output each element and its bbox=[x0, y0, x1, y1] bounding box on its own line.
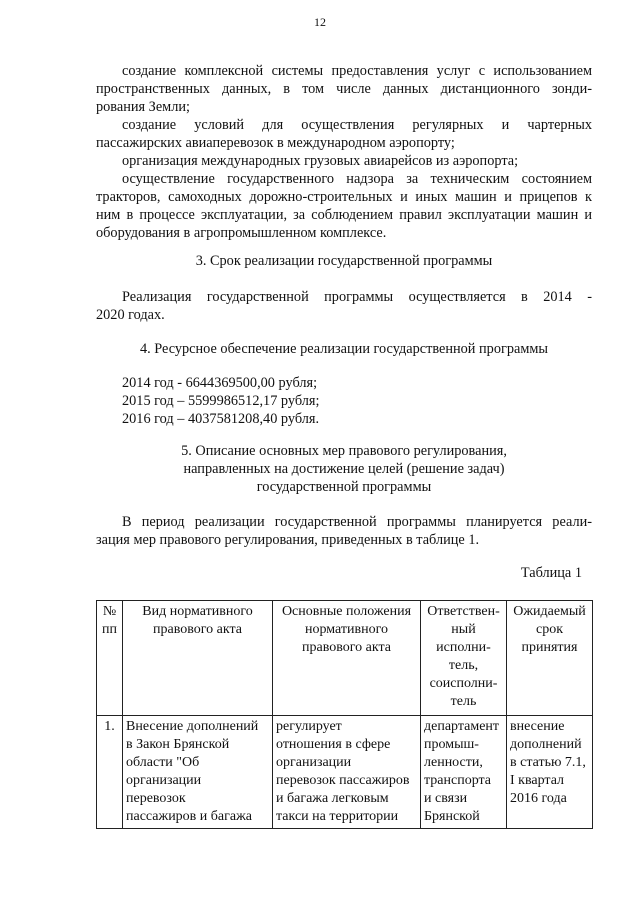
section-3-text bbox=[96, 288, 592, 324]
cell-text: транспорта bbox=[424, 773, 492, 788]
section-5-heading bbox=[96, 442, 592, 496]
paragraph-state-supervision bbox=[96, 170, 592, 242]
cell-text: Внесение дополнений bbox=[126, 719, 259, 734]
cell-text: области "Об bbox=[126, 755, 200, 770]
cell-main-provisions bbox=[273, 716, 421, 829]
header-text: соисполни- bbox=[429, 676, 498, 691]
funding-2015: 2015 год – 5599986512,17 рубля; bbox=[122, 393, 320, 409]
text-line: осуществление государственного надзора за техническим состоянием bbox=[122, 171, 592, 187]
cell-text: и связи bbox=[424, 791, 468, 806]
cell-text: перевозок пассажиров bbox=[276, 773, 410, 788]
paragraph-air-transport bbox=[96, 116, 592, 152]
text-line: оборудования в агропромышленном комплексе. bbox=[96, 225, 387, 241]
cell-text: организации bbox=[126, 773, 202, 788]
header-expected-date bbox=[507, 601, 593, 716]
text-line: ним в процессе эксплуатации, за соблюдением правил эксплуатации машин и bbox=[96, 207, 592, 223]
table-header-row bbox=[97, 601, 593, 716]
section-3-heading: 3. Срок реализации государственной программы bbox=[195, 253, 493, 269]
cell-text: регулирует bbox=[276, 719, 342, 734]
cell-text: отношения в сфере bbox=[276, 737, 391, 752]
cell-text: ленности, bbox=[424, 755, 483, 770]
header-text: правового акта bbox=[302, 640, 391, 655]
cell-text: перевозок bbox=[126, 791, 186, 806]
text-line: рования Земли; bbox=[96, 99, 190, 115]
text-line: зация мер правового регулирования, приведенных в таблице 1. bbox=[96, 532, 480, 548]
cell-text: промыш- bbox=[424, 737, 479, 752]
header-text: пп bbox=[102, 622, 117, 637]
text-line: создание условий для осуществления регулярных и чартерных bbox=[122, 117, 592, 133]
legal-measures-table bbox=[96, 600, 593, 829]
header-number bbox=[97, 601, 123, 716]
header-text: исполни- bbox=[436, 640, 491, 655]
header-text: тель bbox=[450, 694, 477, 709]
header-text: тель, bbox=[448, 658, 479, 673]
table-row bbox=[97, 716, 593, 829]
cell-text: организации bbox=[276, 755, 352, 770]
text-line: тракторов, самоходных дорожно-строительных и иных машин и прицепов к bbox=[96, 189, 592, 205]
text-line: Реализация государственной программы осуществляется в 2014 - bbox=[122, 289, 592, 305]
text-line: В период реализации государственной программы планируется реали- bbox=[122, 514, 592, 530]
paragraph-spatial-data bbox=[96, 62, 592, 116]
header-text: Вид нормативного bbox=[142, 604, 253, 619]
section-4-heading: 4. Ресурсное обеспечение реализации государственной программы bbox=[139, 341, 549, 357]
cell-text: в Закон Брянской bbox=[126, 737, 230, 752]
cell-text: I квартал bbox=[510, 773, 565, 788]
cell-text: дополнений bbox=[510, 737, 582, 752]
heading-line: 5. Описание основных мер правового регулирования, bbox=[181, 443, 507, 459]
cell-act-type bbox=[123, 716, 273, 829]
cell-text: 2016 года bbox=[510, 791, 567, 806]
header-text: принятия bbox=[521, 640, 578, 655]
funding-2016: 2016 год – 4037581208,40 рубля. bbox=[122, 411, 320, 427]
cell-text: департамент bbox=[424, 719, 500, 734]
header-text: № bbox=[102, 604, 117, 619]
section-5-text bbox=[96, 513, 592, 549]
cell-text: в статью 7.1, bbox=[510, 755, 586, 770]
header-text: правового акта bbox=[153, 622, 242, 637]
header-text: Ответствен- bbox=[427, 604, 500, 619]
header-text: ный bbox=[451, 622, 476, 637]
cell-text: Брянской bbox=[424, 809, 480, 824]
funding-2014: 2014 год - 6644369500,00 рубля; bbox=[122, 375, 318, 391]
cell-text: пассажиров и багажа bbox=[126, 809, 252, 824]
cell-number bbox=[97, 716, 123, 829]
text-line: организация международных грузовых авиарейсов из аэропорта; bbox=[122, 153, 519, 169]
header-text: Ожидаемый bbox=[513, 604, 586, 619]
header-text: срок bbox=[535, 622, 563, 637]
cell-expected-date bbox=[507, 716, 593, 829]
heading-line: направленных на достижение целей (решение задач) bbox=[183, 461, 505, 477]
cell-text: и багажа легковым bbox=[276, 791, 389, 806]
cell-text: 1. bbox=[104, 719, 115, 734]
text-line: пассажирских авиаперевозок в международном аэропорту; bbox=[96, 135, 455, 151]
header-text: Основные положения bbox=[281, 604, 412, 619]
text-line: создание комплексной системы предоставления услуг с использованием bbox=[122, 63, 592, 79]
table-caption: Таблица 1 bbox=[520, 565, 582, 581]
header-responsible bbox=[421, 601, 507, 716]
heading-line: государственной программы bbox=[256, 479, 432, 495]
paragraph-cargo-flights bbox=[96, 152, 592, 170]
cell-text: внесение bbox=[510, 719, 565, 734]
header-main-provisions bbox=[273, 601, 421, 716]
cell-text: такси на территории bbox=[276, 809, 399, 824]
header-text: нормативного bbox=[304, 622, 388, 637]
cell-responsible bbox=[421, 716, 507, 829]
page-number: 12 bbox=[314, 15, 326, 29]
text-line: пространственных данных, в том числе данных дистанционного зонди- bbox=[96, 81, 592, 97]
text-line: 2020 годах. bbox=[96, 307, 165, 323]
section-4-funding-list bbox=[122, 374, 562, 428]
header-act-type bbox=[123, 601, 273, 716]
